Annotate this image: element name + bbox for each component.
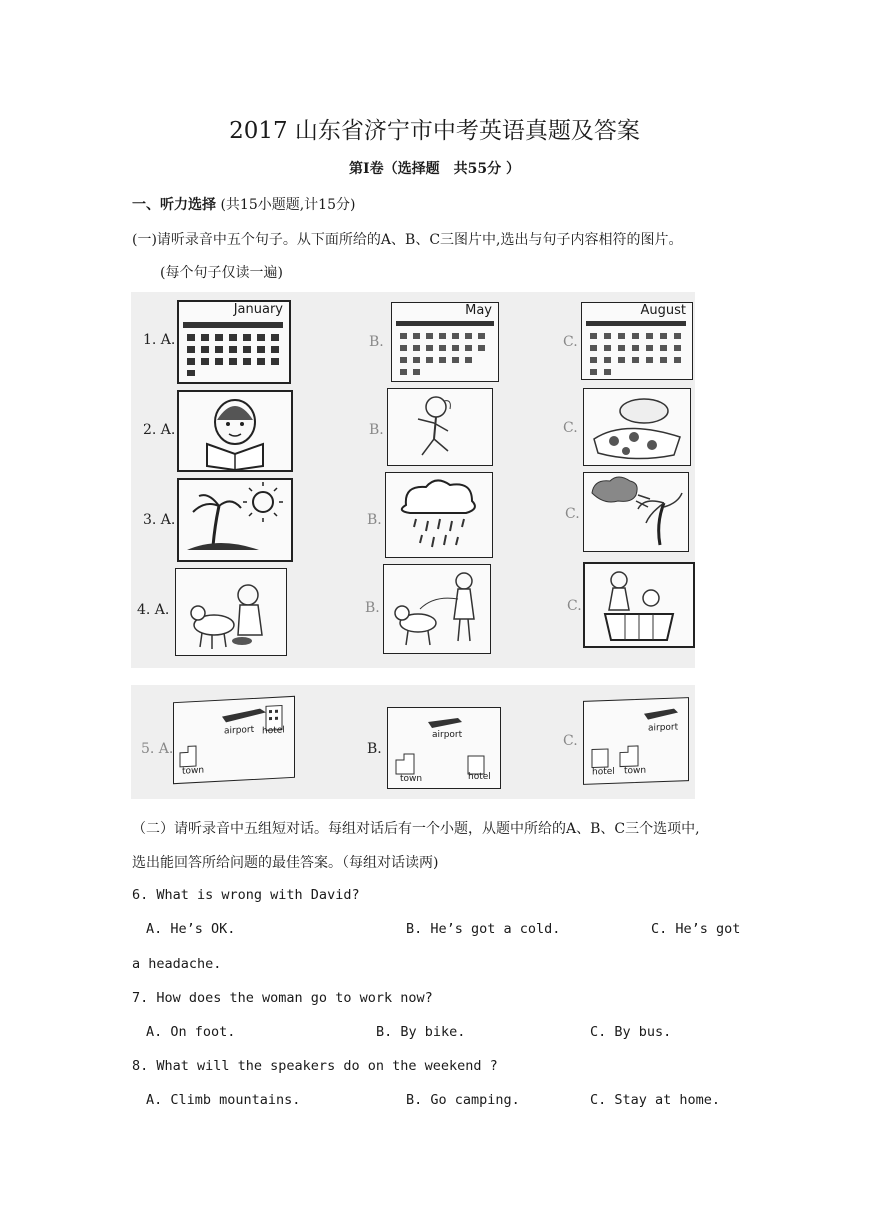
map-b	[387, 707, 501, 789]
question-7-option-c: C. By bus.	[590, 1024, 672, 1040]
question-6-option-c: C. He’s got	[651, 921, 741, 937]
map-word-airport: airport	[224, 724, 255, 737]
row4-label-a: 4. A.	[137, 602, 170, 618]
question-8-stem: 8. What will the speakers do on the weekend ?	[132, 1058, 498, 1074]
calendar-month-label: August	[640, 303, 686, 318]
row5-label-a: 5. A.	[141, 741, 174, 757]
wash-dog-icon	[585, 564, 693, 646]
part1-note: (每个句子仅读一遍)	[160, 265, 283, 281]
row2-label-c: C.	[563, 420, 578, 436]
map-word-town: town	[182, 765, 205, 777]
section-heading-label: 一、听力选择	[132, 197, 216, 213]
rainy-picture	[385, 472, 493, 558]
question-8-option-b: B. Go camping.	[406, 1092, 520, 1108]
row4-label-b: B.	[365, 600, 380, 616]
calendar-january	[177, 300, 291, 384]
map-word-town: town	[624, 765, 647, 777]
windy-tree-icon	[584, 473, 688, 551]
sun-palm-icon	[179, 480, 291, 560]
part2-instruction-line2: 选出能回答所给问题的最佳答案。（每组对话读两)	[132, 855, 439, 871]
row2-label-b: B.	[369, 422, 384, 438]
row1-label-c: C.	[563, 334, 578, 350]
question-6-option-c-continued: a headache.	[132, 956, 222, 972]
girl-running-icon	[388, 389, 492, 465]
calendar-august	[581, 302, 693, 380]
calendar-may	[391, 302, 499, 382]
question-6-stem: 6. What is wrong with David?	[132, 887, 360, 903]
row5-label-b: B.	[367, 741, 382, 757]
row5-label-c: C.	[563, 733, 578, 749]
map-word-hotel: hotel	[262, 725, 285, 737]
section-heading	[132, 194, 355, 214]
row3-label-a: 3. A.	[143, 512, 176, 528]
sleeping-picture	[583, 388, 691, 466]
walk-dog-icon	[384, 565, 490, 653]
washing-dog-picture	[583, 562, 695, 648]
section-subtitle: 第Ⅰ卷（选择题 共55分 ）	[349, 161, 520, 177]
rain-cloud-icon	[386, 473, 492, 557]
map-word-town: town	[400, 774, 423, 784]
map-word-airport: airport	[648, 722, 679, 734]
question-6-option-b: B. He’s got a cold.	[406, 921, 561, 937]
question-8-option-c: C. Stay at home.	[590, 1092, 721, 1108]
map-word-hotel: hotel	[592, 766, 615, 778]
map-row-panel	[131, 685, 695, 799]
row3-label-b: B.	[367, 512, 382, 528]
row3-label-c: C.	[565, 506, 580, 522]
picture-grid-panel	[131, 292, 695, 668]
map-word-hotel: hotel	[468, 772, 491, 782]
row4-label-c: C.	[567, 598, 582, 614]
windy-picture	[583, 472, 689, 552]
map-c	[583, 697, 689, 785]
girl-feeding-dog-picture	[175, 568, 287, 656]
row2-label-a: 2. A.	[143, 422, 176, 438]
sleeping-in-bed-icon	[584, 389, 690, 465]
page-title: 2017 山东省济宁市中考英语真题及答案	[229, 118, 640, 144]
question-7-stem: 7. How does the woman go to work now?	[132, 990, 433, 1006]
sunny-island-picture	[177, 478, 293, 562]
row1-label-b: B.	[369, 334, 384, 350]
girl-running-picture	[387, 388, 493, 466]
walking-dog-picture	[383, 564, 491, 654]
question-7-option-b: B. By bike.	[376, 1024, 466, 1040]
girl-dog-icon	[176, 569, 286, 655]
girl-reading-picture	[177, 390, 293, 472]
row1-label-a: 1. A.	[143, 332, 176, 348]
part1-instruction: (一)请听录音中五个句子。从下面所给的A、B、C三图片中,选出与句子内容相符的图片。	[132, 232, 683, 248]
question-8-option-a: A. Climb mountains.	[146, 1092, 301, 1108]
section-heading-note: (共15小题题,计15分)	[220, 197, 356, 213]
question-7-option-a: A. On foot.	[146, 1024, 236, 1040]
calendar-month-label: January	[233, 302, 283, 317]
calendar-month-label: May	[465, 303, 492, 318]
map-a	[173, 696, 295, 784]
girl-reading-icon	[179, 392, 291, 470]
map-word-airport: airport	[432, 730, 463, 740]
part2-instruction-line1: （二）请听录音中五组短对话。每组对话后有一个小题，从题中所给的A、B、C三个选项中,	[132, 821, 700, 837]
question-6-option-a: A. He’s OK.	[146, 921, 236, 937]
